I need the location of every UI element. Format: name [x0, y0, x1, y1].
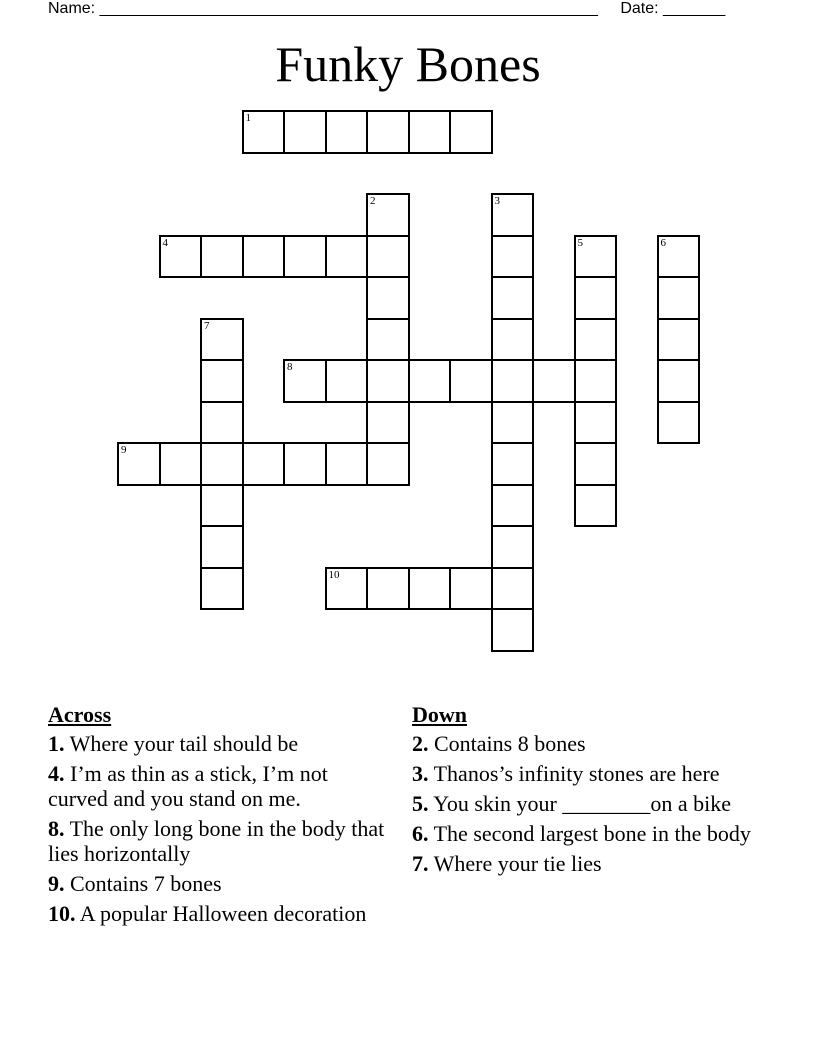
grid-cell[interactable]: [200, 484, 244, 528]
grid-cell[interactable]: [532, 359, 576, 403]
clue-number: 10: [328, 568, 340, 581]
grid-cell[interactable]: [159, 442, 203, 486]
clue-number: 1: [245, 112, 251, 124]
grid-cell[interactable]: [159, 235, 203, 279]
grid-cell[interactable]: [491, 276, 535, 320]
grid-cell[interactable]: [657, 276, 701, 320]
grid-cell[interactable]: [242, 442, 286, 486]
clue-item: 1. Where your tail should be: [48, 731, 299, 756]
grid-cell[interactable]: [366, 110, 410, 154]
grid-cell[interactable]: [574, 442, 618, 486]
clue-item: 4. I’m as thin as a stick, I’m not curved and you stand on me.: [48, 761, 328, 811]
grid-cell[interactable]: [491, 193, 535, 237]
clue-number: 2: [370, 195, 376, 207]
grid-cell[interactable]: [574, 276, 618, 320]
grid-cell[interactable]: [200, 359, 244, 403]
grid-cell[interactable]: [366, 193, 410, 237]
grid-cell[interactable]: [491, 608, 535, 652]
clue-number: 4: [162, 236, 168, 249]
grid-cell[interactable]: [366, 567, 410, 611]
grid-cell[interactable]: [200, 442, 244, 486]
clue-number: 7: [204, 319, 210, 332]
grid-cell[interactable]: [574, 235, 618, 279]
clue-item: 2. Contains 8 bones: [412, 731, 586, 756]
clue-item: 10. A popular Halloween decoration: [48, 901, 367, 926]
grid-cell[interactable]: [657, 359, 701, 403]
grid-cell[interactable]: [200, 318, 244, 362]
grid-cell[interactable]: [325, 359, 369, 403]
grid-cell[interactable]: [117, 442, 161, 486]
grid-cell[interactable]: [242, 110, 286, 154]
grid-cell[interactable]: [283, 359, 327, 403]
down-heading: Down: [412, 702, 468, 727]
clue-number: 3: [494, 195, 500, 207]
grid-cell[interactable]: [491, 484, 535, 528]
grid-cell[interactable]: [491, 567, 535, 611]
grid-cell[interactable]: [449, 567, 493, 611]
name-label: Name: ________________________________________________________: [48, 0, 598, 17]
grid-cell[interactable]: [325, 110, 369, 154]
grid-cell[interactable]: [574, 401, 618, 445]
clue-item: 6. The second largest bone in the body: [412, 821, 751, 846]
grid-cell[interactable]: [449, 110, 493, 154]
puzzle-title: Funky Bones: [275, 36, 541, 92]
grid-cell[interactable]: [200, 235, 244, 279]
grid-cell[interactable]: [366, 318, 410, 362]
grid-cell[interactable]: [283, 442, 327, 486]
across-clues: [48, 702, 388, 931]
grid-cell[interactable]: [283, 110, 327, 154]
grid-cell[interactable]: [491, 442, 535, 486]
grid-cell[interactable]: [657, 401, 701, 445]
grid-cell[interactable]: [408, 359, 452, 403]
grid-cell[interactable]: [574, 484, 618, 528]
clue-item: 9. Contains 7 bones: [48, 871, 222, 896]
clue-number: 6: [660, 236, 666, 249]
grid-cell[interactable]: [366, 235, 410, 279]
clue-number: 5: [577, 236, 583, 249]
grid-cell[interactable]: [574, 318, 618, 362]
grid-cell[interactable]: [491, 235, 535, 279]
clue-item: 3. Thanos’s infinity stones are here: [412, 761, 720, 786]
grid-cell[interactable]: [366, 359, 410, 403]
clue-item: 5. You skin your ________on a bike: [412, 791, 732, 816]
grid-cell[interactable]: [657, 235, 701, 279]
across-heading: Across: [48, 702, 112, 727]
grid-cell[interactable]: [491, 401, 535, 445]
grid-cell[interactable]: [200, 567, 244, 611]
clue-item: 8. The only long bone in the body that lies horizontally: [48, 816, 385, 866]
down-clues: [412, 702, 752, 881]
grid-cell[interactable]: [200, 401, 244, 445]
clue-number: 9: [121, 444, 127, 456]
grid-cell[interactable]: [449, 359, 493, 403]
clue-number: 8: [287, 361, 293, 373]
date-label: Date: _______: [620, 0, 726, 17]
grid-cell[interactable]: [242, 235, 286, 279]
grid-cell[interactable]: [366, 276, 410, 320]
grid-cell[interactable]: [491, 318, 535, 362]
grid-cell[interactable]: [325, 567, 369, 611]
grid-cell[interactable]: [200, 525, 244, 569]
grid-cell[interactable]: [408, 567, 452, 611]
grid-cell[interactable]: [283, 235, 327, 279]
grid-cell[interactable]: [408, 110, 452, 154]
clue-item: 7. Where your tie lies: [412, 851, 602, 876]
grid-cell[interactable]: [491, 525, 535, 569]
grid-cell[interactable]: [491, 359, 535, 403]
grid-cell[interactable]: [657, 318, 701, 362]
grid-cell[interactable]: [325, 235, 369, 279]
grid-cell[interactable]: [366, 442, 410, 486]
grid-cell[interactable]: [325, 442, 369, 486]
grid-cell[interactable]: [574, 359, 618, 403]
grid-cell[interactable]: [366, 401, 410, 445]
